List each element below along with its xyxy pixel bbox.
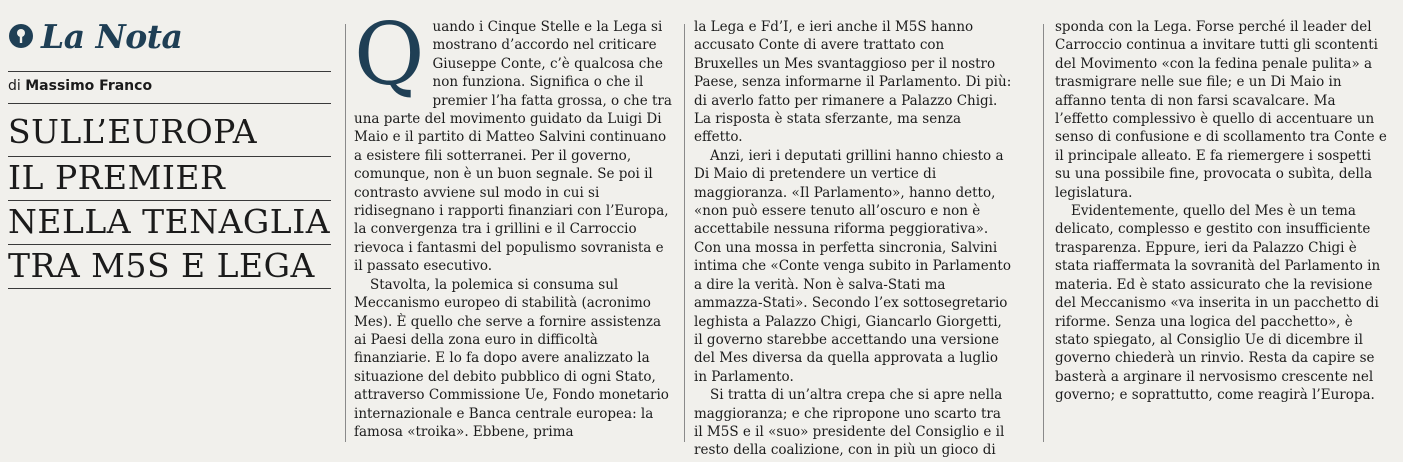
paragraph: Evidentemente, quello del Mes è un tema delicato, complesso e gestito con insufficiente trasparenza. Eppure, ieri da Palazzo Chigi è stata riaffermata la sovranità del Parlamento in materia. Ed è stato assicurato che la revisione del Meccanismo «va inserita in un pacchetto di riforme. Senza una logica del pacchetto», è stato spiegato, al Consiglio Ue di dicembre il governo chiederà un rinvio. Resta da capire se basterà a arginare il nervosismo crescente nel governo; e soprattutto, come reagirà l’Europa. (1055, 203, 1381, 404)
column-divider (345, 24, 346, 442)
paragraph: Anzi, ieri i deputati grillini hanno chiesto a Di Maio di pretendere un vertice di maggioranza. «Il Parlamento», hanno detto, «non può essere tenuto all’oscuro e non è accettabile nessuna riforma peggiorativa». Con una mossa in perfetta sincronia, Salvini intima che «Conte venga subito in Parlamento a dire la verità. Non è salva-Stati ma ammazza-Stati». Secondo l’ex sottosegretario leghista a Palazzo Chigi, Giancarlo Giorgetti, il governo starebbe accettando una versione del Mes diversa da quella approvata a luglio in Parlamento. (694, 147, 1011, 385)
paragraph: Stavolta, la polemica si consuma sul Meccanismo europeo di stabilità (acronimo Mes). È quello che serve a fornire assistenza ai Paesi della zona euro in difficoltà finanziarie. E lo fa dopo avere analizzato la situazione del debito pubblico di ogni Stato, attraverso Commissione Ue, Fondo monetario internazionale e Banca centrale europea: la famosa «troika». Ebbene, prima (354, 276, 669, 440)
section-title: La Nota (41, 16, 183, 56)
headline-line: TRA M5S E LEGA (8, 246, 315, 285)
byline (8, 78, 152, 94)
article-column-2 (694, 18, 1012, 459)
column-header (8, 14, 182, 58)
headline-rule (8, 244, 331, 245)
headline-rule (8, 200, 331, 201)
article-column-1 (354, 5, 672, 448)
paragraph (354, 5, 672, 276)
column-divider (684, 24, 685, 442)
drop-cap: Q (354, 5, 425, 105)
headline-line: NELLA TENAGLIA (8, 202, 331, 241)
headline-line: SULL’EUROPA (8, 112, 258, 151)
header-rule (8, 71, 331, 72)
byline-prefix: di (8, 78, 21, 94)
byline-rule (8, 103, 331, 104)
paragraph: Si tratta di un’altra crepa che si apre nella maggioranza; e che ripropone uno scarto tra il M5S e il «suo» presidente del Consiglio e il resto della coalizione, con in più un gioco di (694, 387, 1005, 459)
column-divider (1043, 24, 1044, 442)
headline-line: IL PREMIER (8, 158, 226, 197)
headline-rule (8, 288, 331, 289)
article-column-3 (1055, 18, 1387, 448)
pin-icon (8, 23, 34, 49)
paragraph-text: uando i Cinque Stelle e la Lega si mostrano d’accordo nel criticare Giuseppe Conte, c’è qualcosa che non funziona. Significa o che il premier l’ha fatta grossa, o che tra una parte del movimento guidato da Luigi Di Maio e il partito di Matteo Salvini continuano a esistere fili sotterranei. Per il governo, comunque, non è un buon segnale. Se poi il contrasto avviene sul modo in cui si ridisegnano i rapporti finanziari con l’Europa, la convergenza tra i grillini e il Carroccio rievoca i fantasmi del populismo sovranista e il passato esecutivo. (354, 19, 672, 275)
headline-rule (8, 156, 331, 157)
byline-author: Massimo Franco (25, 78, 153, 94)
column-sidebar (0, 0, 336, 462)
paragraph: sponda con la Lega. Forse perché il leader del Carroccio continua a invitare tutti gli scontenti del Movimento «con la fedina penale pulita» a trasmigrare nelle sue file; e un Di Maio in affanno tenta di non farsi scavalcare. Ma l’effetto complessivo è quello di accentuare un senso di confusione e di scollamento tra Conte e il principale alleato. E fa riemergere i sospetti su una possibile fine, provocata o subìta, della legislatura. (1055, 19, 1387, 201)
paragraph: la Lega e Fd’I, e ieri anche il M5S hanno accusato Conte di avere trattato con Bruxelles un Mes svantaggioso per il nostro Paese, senza informarne il Parlamento. Di più: di averlo fatto per rimanere a Palazzo Chigi. La risposta è stata sferzante, ma senza effetto. (694, 19, 1012, 146)
